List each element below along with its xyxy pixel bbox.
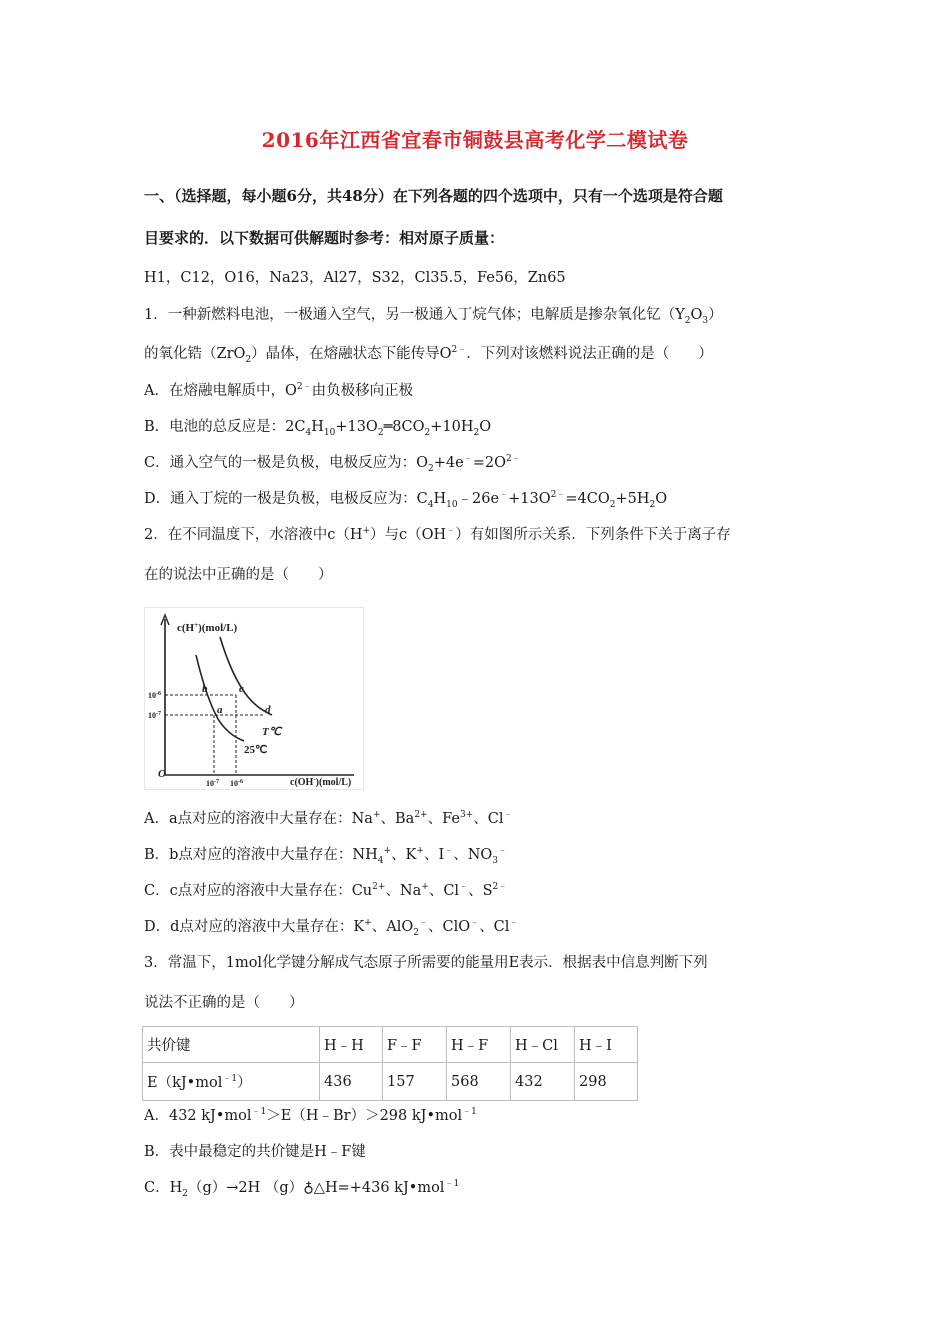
point-d-label: d	[265, 704, 271, 716]
origin-label: O	[158, 768, 166, 780]
q1-option-b: B．电池的总反应是：$2C_4H_{10}+13O_2═8CO_2+10H_2O$	[144, 419, 492, 438]
table-header-cell: H﹣H	[320, 1027, 383, 1063]
q2-option-a: A．a点对应的溶液中大量存在：Na+、$Ba^{2+}$、$Fe^{3+}$、Cl﹣	[144, 810, 513, 827]
table-row-label: E（kJ•mol$^{﹣1}$）	[143, 1063, 320, 1101]
curve-25c-label: 25℃	[244, 744, 268, 756]
graph-frame	[144, 607, 364, 790]
ytick-1e-6: $10^{-6}$	[148, 691, 161, 700]
table-header-cell: H﹣I	[575, 1027, 638, 1063]
q1-option-a: A．在熔融电解质中，$O^{2﹣}$由负极移向正极	[144, 382, 414, 399]
xtick-1e-7: $10^{-7}$	[206, 779, 219, 788]
table-cell: 157	[383, 1063, 447, 1101]
exam-title: 2016年江西省宜春市铜鼓县高考化学二模试卷	[261, 128, 689, 152]
curve-tc-label: T℃	[262, 726, 282, 738]
table-row	[143, 1063, 638, 1101]
x-axis-label: c(OH-)(mol/L)	[290, 775, 352, 788]
q3-stem-line-2: 说法不正确的是（ ）	[144, 995, 304, 1011]
q1-stem-line-1: 1．一种新燃料电池，一极通入空气，另一极通入丁烷气体；电解质是掺杂氧化钇$(Y_2O_3)$	[144, 307, 723, 326]
table-header-row	[143, 1027, 638, 1063]
table-header-cell: H﹣Cl	[511, 1027, 575, 1063]
q2-option-c: C．c点对应的溶液中大量存在：$Cu^{2+}$、Na+、Cl﹣、$S^{2﹣}$	[144, 882, 508, 899]
point-c-label: c	[239, 683, 244, 695]
q1-stem-line-2: 的氧化锆（ZrO$_2$）晶体，在熔融状态下能传导$O^{2﹣}$．下列对该燃料说法正确的是（ ）	[144, 345, 713, 365]
section-instructions-line-1: 一、（选择题，每小题6分，共48分）在下列各题的四个选项中，只有一个选项是符合题	[144, 187, 723, 205]
y-axis-label: c(H+)(mol/L)	[177, 621, 238, 634]
q2-option-d: D．d点对应的溶液中大量存在：K+、AlO$_2$﹣、ClO﹣、Cl﹣	[144, 918, 519, 938]
table-header-cell: H﹣F	[447, 1027, 511, 1063]
bond-energy-table	[142, 1026, 638, 1101]
table-cell: 432	[511, 1063, 575, 1101]
q2-stem-line-1: 2．在不同温度下，水溶液中c（H+）与c（OH﹣）有如图所示关系．下列条件下关于离子存	[144, 526, 731, 543]
water-ionization-graph	[144, 607, 364, 790]
arrow-glyph-icon: ♁	[303, 1180, 314, 1196]
xtick-1e-6: $10^{-6}$	[230, 779, 243, 788]
table-cell: 298	[575, 1063, 638, 1101]
q3-option-c: C．$H_2(g)\to 2H$ （g）♁△H=+436 kJ•mol$^{﹣1}$	[144, 1179, 460, 1199]
q3-option-b: B．表中最稳定的共价键是H﹣F键	[144, 1144, 366, 1160]
q2-option-b: B．b点对应的溶液中大量存在：$NH_4^+$、K+、I﹣、$NO_3^﹣$	[144, 846, 508, 866]
q3-stem-line-1: 3．常温下，1mol化学键分解成气态原子所需要的能量用E表示．根据表中信息判断下列	[144, 955, 708, 971]
section-instructions-line-2: 目要求的．以下数据可供解题时参考：相对原子质量：	[144, 229, 505, 247]
atomic-masses-line: H1，C12，O16，Na23，Al27，S32，Cl35.5，Fe56，Zn65	[144, 270, 566, 286]
q3-option-a: A．432 kJ•mol$^{﹣1}$＞E（H﹣Br）＞298 kJ•mol$^{﹣1}$	[144, 1107, 477, 1124]
ytick-1e-7: $10^{-7}$	[148, 711, 161, 720]
table-cell: 568	[447, 1063, 511, 1101]
q1-option-c: C．通入空气的一极是负极，电极反应为：$O_2+4e^﹣=2O^{2﹣}$	[144, 454, 521, 474]
table-cell: 436	[320, 1063, 383, 1101]
q1-option-d: D．通入丁烷的一极是负极，电极反应为：$C_4H_{10}﹣26e^﹣+13O^{2﹣}=4CO_2+5H_2O$	[144, 490, 668, 510]
q2-stem-line-2: 在的说法中正确的是（ ）	[144, 567, 333, 583]
point-b-label: b	[202, 683, 208, 695]
table-header-cell: 共价键	[143, 1027, 320, 1063]
table-header-cell: F﹣F	[383, 1027, 447, 1063]
point-a-label: a	[217, 704, 223, 716]
